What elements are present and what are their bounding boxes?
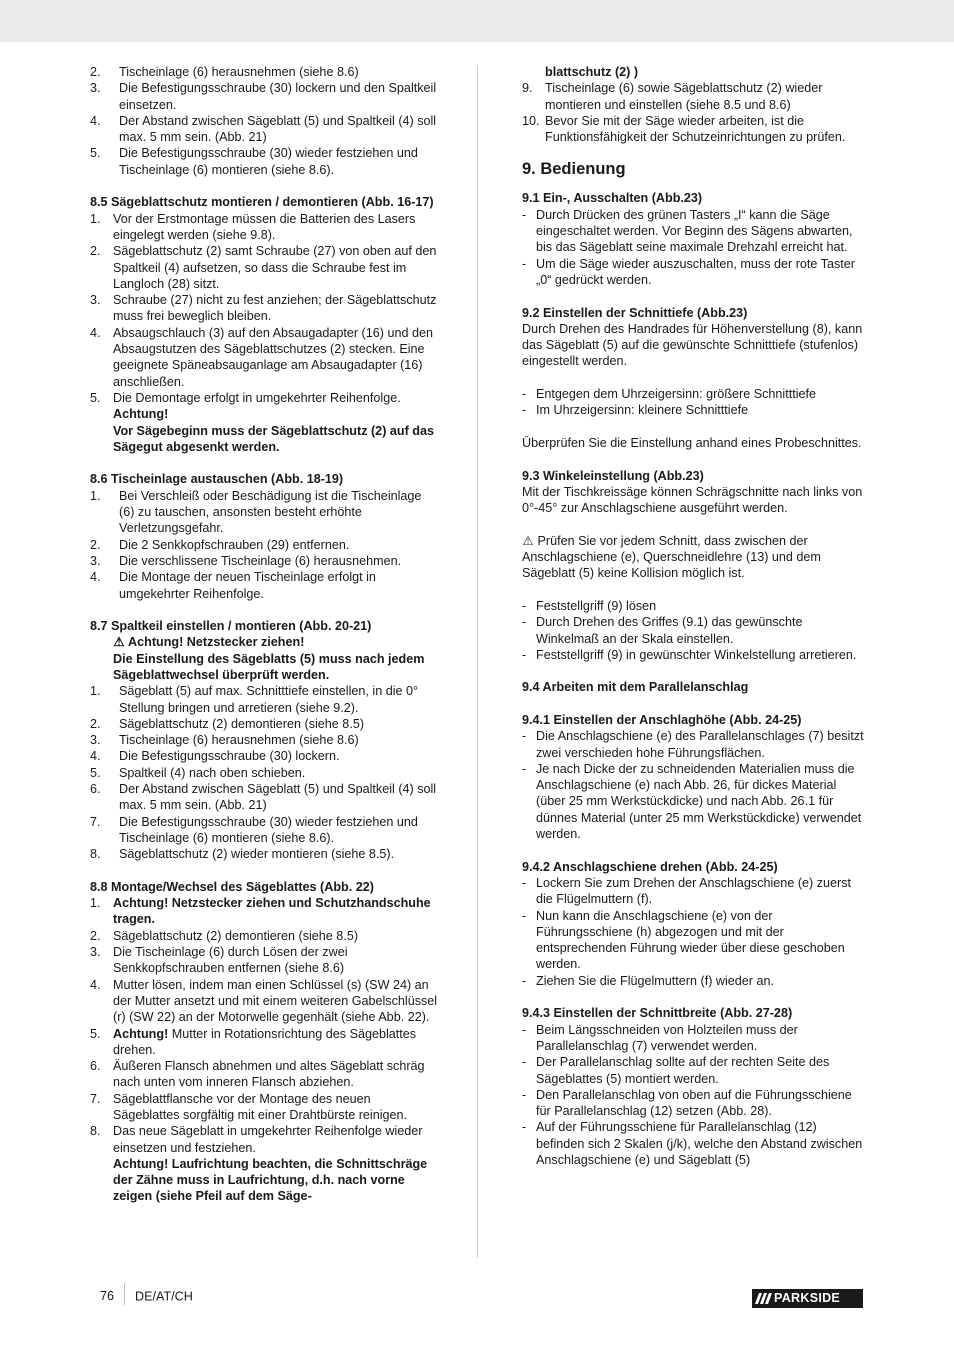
bullet-item [522,647,867,663]
heading-9-2: 9.2 Einstellen der Schnittiefe (Abb.23) [522,305,748,320]
top-bar [0,0,954,42]
list-number: 2. [90,716,101,731]
bullet-item [522,1087,867,1120]
list-text: Tischeinlage (6) herausnehmen (siehe 8.6) [119,733,359,748]
list-item [90,765,440,781]
bullet-item [522,761,867,842]
list-text [113,1026,440,1059]
list-number: 1. [90,684,101,699]
page-footer [100,1286,193,1308]
heading-9: 9. Bedienung [522,160,626,179]
list-number: 2. [90,244,101,259]
warning-8-7: Achtung! Netzstecker ziehen! [128,635,305,650]
warning-8-8: Achtung! Laufrichtung beachten, die Schnittschräge der Zähne muss in Laufrichtung, d.h. nach vorne zeigen (siehe Pfeil auf dem Säge- [113,1156,428,1204]
list-number: 1. [90,896,101,911]
list-item [90,683,440,716]
bullet-text: Lockern Sie zum Drehen der Anschlagschiene (e) zuerst die Flügelmuttern (f). [536,875,852,907]
list-text: Spaltkeil (4) nach oben schieben. [119,765,306,780]
dash-bullet: - [522,761,527,776]
list-item [90,569,440,602]
list-item [90,1091,440,1124]
list-8-6 [90,488,440,602]
bullet-text: Die Anschlagschiene (e) des Parallelanschlages (7) besitzt zwei verschieden hohe Führungsflächen. [536,729,864,760]
bullet-item [522,207,867,256]
bullet-item [522,728,867,761]
dash-bullet: - [522,729,527,744]
heading-9-3: 9.3 Winkeleinstellung (Abb.23) [522,468,704,483]
bullet-text: Um die Säge wieder auszuschalten, muss der rote Taster „0“ gedrückt werden. [536,256,855,287]
dash-bullet: - [522,1055,527,1070]
heading-9-4-3: 9.4.3 Einstellen der Schnittbreite (Abb. 27-28) [522,1006,793,1021]
list-item [90,1123,440,1156]
list-text: Bevor Sie mit der Säge wieder arbeiten, ist die Funktionsfähigkeit der Schutzeinrichtungen zu prüfen. [545,113,846,145]
bullet-text: Durch Drehen des Griffes (9.1) das gewünschte Winkelmaß an der Skala einstellen. [536,615,803,646]
list-item [90,732,440,748]
list-number: 6. [90,1059,101,1074]
bullet-item [522,1119,867,1168]
bullet-item [522,598,867,614]
list-number: 4. [90,977,101,992]
list-text: Achtung! Netzstecker ziehen und Schutzhandschuhe tragen. [113,896,431,927]
bullet-text: Nun kann die Anschlagschiene (e) von der Führungsschiene (h) abgezogen und mit der entsprechenden Führung wieder über diese geschoben werden. [536,908,845,972]
bullet-text: Im Uhrzeigersinn: kleinere Schnitttiefe [536,403,749,418]
bullet-text: Ziehen Sie die Flügelmuttern (f) wieder an. [536,973,774,988]
list-item [90,814,440,847]
list-item [90,1026,440,1059]
bullet-item [522,875,867,908]
list-text: Die 2 Senkkopfschrauben (29) entfernen. [119,537,350,552]
list-9-4-1 [522,728,867,842]
list-text: Tischeinlage (6) sowie Sägeblattschutz (2) wieder montieren und einstellen (siehe 8.5 und 8.6) [545,81,823,112]
list-9-4-2 [522,875,867,989]
list-item [90,80,440,113]
list-number: 8. [90,1124,101,1139]
list-number: 10. [522,113,540,128]
list-text: Der Abstand zwischen Sägeblatt (5) und Spaltkeil (4) soll max. 5 mm sein. (Abb. 21) [119,113,437,145]
list-text: Der Abstand zwischen Sägeblatt (5) und Spaltkeil (4) soll max. 5 mm sein. (Abb. 21) [119,782,437,813]
list-text: Sägeblattschutz (2) demontieren (siehe 8.5) [113,928,359,943]
list-text: Äußeren Flansch abnehmen und altes Sägeblatt schräg nach unten vom inneren Flansch abziehen. [113,1059,425,1090]
dash-bullet: - [522,875,527,890]
bullet-item [522,1022,867,1055]
list-item [90,1058,440,1091]
list-number: 9. [522,81,533,96]
list-text: Vor der Erstmontage müssen die Batterien des Lasers eingelegt werden (siehe 9.8). [113,211,416,242]
list-number: 4. [90,570,101,585]
heading-9-1: 9.1 Ein-, Ausschalten (Abb.23) [522,191,703,206]
list-text: Die verschlissene Tischeinlage (6) herausnehmen. [119,553,402,568]
page-number: 76 [100,1289,115,1304]
warning-icon: ⚠ [113,635,125,650]
dash-bullet: - [522,615,527,630]
bullet-text: Der Parallelanschlag sollte auf der rechten Seite des Sägeblattes (5) montiert werden. [536,1055,830,1086]
list-item [522,80,867,113]
text-9-2: Durch Drehen des Handrades für Höhenverstellung (8), kann das Sägeblatt (5) auf die gewünschte Schnitttiefe (stufenlos) eingestellt werden. [522,321,863,369]
dash-bullet: - [522,908,527,923]
list-text: Das neue Sägeblatt in umgekehrter Reihenfolge wieder einsetzen und festziehen. [113,1124,423,1155]
list-8-8-continued [522,80,867,145]
brand-logo [752,1289,863,1308]
dash-bullet: - [522,207,527,222]
list-8-7 [90,683,440,862]
list-number: 1. [90,211,101,226]
list-number: 5. [90,765,101,780]
list-text: Tischeinlage (6) herausnehmen (siehe 8.6) [119,65,359,79]
list-number: 4. [90,325,101,340]
note-8-7: Die Einstellung des Sägeblatts (5) muss nach jedem Sägeblattwechsel überprüft werden. [113,651,425,682]
list-number: 5. [90,390,101,405]
logo-stripes-icon [754,1289,774,1308]
list-number: 7. [90,814,101,829]
heading-8-5: 8.5 Sägeblattschutz montieren / demontieren (Abb. 16-17) [90,195,434,210]
list-number: 2. [90,65,101,79]
list-9-4-3 [522,1022,867,1169]
list-text-bold: Achtung! [113,1026,169,1041]
list-item [90,292,440,325]
list-text: Die Tischeinlage (6) durch Lösen der zwei Senkkopfschrauben entfernen (siehe 8.6) [113,945,348,976]
list-text: Sägeblattschutz (2) wieder montieren (siehe 8.5). [119,847,395,862]
bullet-item [522,973,867,989]
heading-8-8: 8.8 Montage/Wechsel des Sägeblattes (Abb. 22) [90,879,374,894]
list-item [90,113,440,146]
list-text: Die Demontage erfolgt in umgekehrter Reihenfolge. [113,390,401,405]
list-item [90,390,440,406]
list-item [90,846,440,862]
list-number: 3. [90,733,101,748]
list-8-4-continued [90,64,440,178]
list-8-8 [90,895,440,1156]
heading-8-6: 8.6 Tischeinlage austauschen (Abb. 18-19) [90,472,344,487]
heading-9-4-1: 9.4.1 Einstellen der Anschlaghöhe (Abb. 24-25) [522,712,802,727]
right-column [522,64,867,1168]
list-item [90,488,440,537]
list-text: Die Befestigungsschraube (30) lockern und den Spaltkeil einsetzen. [119,81,437,112]
text-9-3: Mit der Tischkreissäge können Schrägschnitte nach links von 0°-45° zur Anschlagschiene ausgeführt werden. [522,484,863,516]
bullet-text: Durch Drücken des grünen Tasters „I“ kann die Säge eingeschaltet werden. Vor Beginn des Sägens abwarten, bis das Sägeblatt seine maximale Drehzahl erreicht hat. [536,207,853,255]
list-text: Absaugschlauch (3) auf den Absaugadapter (16) und den Absaugstutzen des Sägeblattschutzes (2) stecken. Eine geeignete Späneabsauganlage am Absaugadapter (16) anschließen. [113,325,433,389]
list-item [90,325,440,390]
warning-8-5-text: Vor Sägebeginn muss der Sägeblattschutz (2) auf das Sägegut abgesenkt werden. [113,423,434,454]
dash-bullet: - [522,973,527,988]
list-number: 3. [90,81,101,96]
list-9-2 [522,386,867,419]
list-item [90,553,440,569]
list-8-5 [90,211,440,407]
warning-9-3: Prüfen Sie vor jedem Schnitt, dass zwischen der Anschlagschiene (e), Querschneidlehre (13) und dem Sägeblatt (5) keine Kollision möglich ist. [522,533,821,581]
bullet-item [522,614,867,647]
list-number: 7. [90,1091,101,1106]
bullet-text: Feststellgriff (9) lösen [536,598,657,613]
dash-bullet: - [522,403,527,418]
list-text: Sägeblattflansche vor der Montage des neuen Sägeblattes sorgfältig mit einer Drahtbürste reinigen. [113,1091,408,1122]
bullet-text: Den Parallelanschlag von oben auf die Führungsschiene für Parallelanschlag (12) setzen (Abb. 28). [536,1087,852,1119]
dash-bullet: - [522,1120,527,1135]
bullet-item [522,1054,867,1087]
list-text: Mutter lösen, indem man einen Schlüssel (s) (SW 24) an der Mutter ansetzt und mit einem weiteren Gabelschlüssel (r) (SW 22) an der Motorwelle gegenhält (siehe Abb. 22). [113,977,438,1025]
list-number: 5. [90,146,101,161]
dash-bullet: - [522,387,527,402]
bullet-item [522,386,867,402]
list-item [90,977,440,1026]
list-number: 2. [90,928,101,943]
list-text: Sägeblatt (5) auf max. Schnitttiefe einstellen, in die 0° Stellung bringen und arretieren (siehe 9.2). [119,684,419,715]
heading-8-7: 8.7 Spaltkeil einstellen / montieren (Abb. 20-21) [90,619,372,634]
list-item [90,944,440,977]
dash-bullet: - [522,1022,527,1037]
dash-bullet: - [522,1087,527,1102]
region-label: DE/AT/CH [135,1289,193,1304]
list-number: 5. [90,1026,101,1041]
list-text: Die Befestigungsschraube (30) wieder festziehen und Tischeinlage (6) montieren (siehe 8.6). [119,146,418,177]
list-text: Die Befestigungsschraube (30) lockern. [119,749,340,764]
dash-bullet: - [522,256,527,271]
left-column [90,64,440,1205]
list-number: 3. [90,293,101,308]
brand-name: PARKSIDE [774,1291,841,1305]
list-text-rest: Mutter in Rotationsrichtung des Sägeblattes drehen. [113,1026,417,1057]
footer-divider [124,1283,125,1305]
list-number: 3. [90,553,101,568]
dash-bullet: - [522,598,527,613]
list-text: Sägeblattschutz (2) demontieren (siehe 8.5) [119,716,365,731]
list-item [90,211,440,244]
heading-9-4: 9.4 Arbeiten mit dem Parallelanschlag [522,680,749,695]
list-item [90,716,440,732]
list-number: 6. [90,782,101,797]
bullet-item [522,402,867,418]
list-text: Schraube (27) nicht zu fest anziehen; der Sägeblattschutz muss frei beweglich bleiben. [113,293,437,324]
bullet-item [522,908,867,973]
continued-text: blattschutz (2) ) [545,65,639,79]
list-number: 8. [90,847,101,862]
list-9-1 [522,207,867,288]
list-item [90,895,440,928]
bullet-item [522,256,867,289]
bullet-text: Beim Längsschneiden von Holzteilen muss der Parallelanschlag (7) verwendet werden. [536,1022,798,1053]
warning-8-5-label: Achtung! [113,407,169,422]
list-item [90,537,440,553]
dash-bullet: - [522,647,527,662]
list-item [90,64,440,80]
list-item [90,928,440,944]
bullet-text: Auf der Führungsschiene für Parallelanschlag (12) befinden sich 2 Skalen (j/k), welche den Abstand zwischen Anschlagschiene (e) und Sägeblatt (5) [536,1120,863,1167]
list-text: Bei Verschleiß oder Beschädigung ist die Tischeinlage (6) zu tauschen, ansonsten besteht erhöhte Verletzungsgefahr. [119,488,422,536]
warning-icon: ⚠ [522,533,534,548]
list-number: 2. [90,537,101,552]
list-9-3 [522,598,867,663]
list-number: 4. [90,749,101,764]
list-text: Die Befestigungsschraube (30) wieder festziehen und Tischeinlage (6) montieren (siehe 8.6). [119,814,418,845]
list-item [90,748,440,764]
list-item [90,145,440,178]
bullet-text: Feststellgriff (9) in gewünschter Winkelstellung arretieren. [536,647,857,662]
list-number: 1. [90,488,101,503]
list-text: Die Montage der neuen Tischeinlage erfolgt in umgekehrter Reihenfolge. [119,570,376,601]
list-item [90,781,440,814]
column-divider [477,66,478,1258]
heading-9-4-2: 9.4.2 Anschlagschiene drehen (Abb. 24-25) [522,859,778,874]
bullet-text: Je nach Dicke der zu schneidenden Materialien muss die Anschlagschiene (e) nach Abb. 26, für dickes Material (über 25 mm Werkstückdicke) und nach Abb. 26.1 für dünnes Material (unter 25 mm Werkstückdicke) verwendet werden. [536,761,862,842]
text-9-2-check: Überprüfen Sie die Einstellung anhand eines Probeschnittes. [522,435,862,450]
list-number: 4. [90,113,101,128]
list-item [522,113,867,146]
list-item [90,243,440,292]
list-number: 3. [90,945,101,960]
bullet-text: Entgegen dem Uhrzeigersinn: größere Schnitttiefe [536,387,817,402]
list-text: Sägeblattschutz (2) samt Schraube (27) von oben auf den Spaltkeil (4) aufsetzen, so dass die Schraube fest im Langloch (28) sitzt. [113,244,437,291]
